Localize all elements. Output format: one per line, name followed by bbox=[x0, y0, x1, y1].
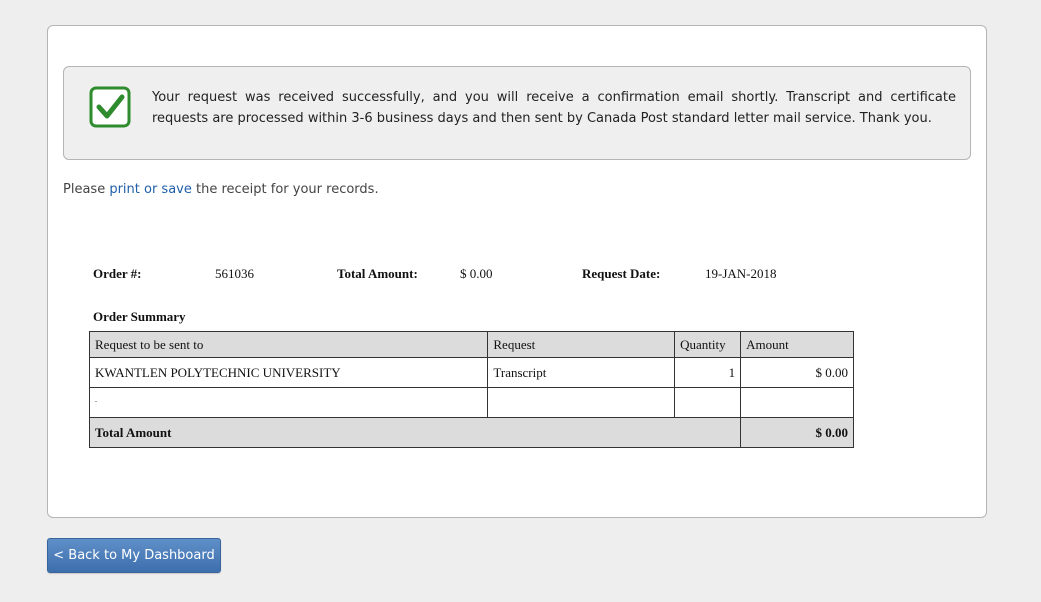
print-or-save-link[interactable]: print or save bbox=[109, 182, 192, 197]
receipt-note-suffix: the receipt for your records. bbox=[191, 182, 379, 197]
order-summary-title: Order Summary bbox=[93, 309, 186, 324]
success-alert bbox=[63, 66, 971, 160]
table-row bbox=[90, 388, 854, 418]
amount-cell bbox=[741, 388, 854, 418]
request-cell bbox=[488, 388, 675, 418]
column-header: Amount bbox=[741, 332, 854, 358]
back-to-dashboard-button[interactable]: < Back to My Dashboard bbox=[47, 538, 221, 573]
receipt-note bbox=[63, 182, 379, 197]
success-message: Your request was received successfully, and you will receive a confirmation email shortly. Transcript and certificate requests are processed within 3-6 business days and then sent by Canada Post standard letter mail service. Thank you. bbox=[152, 90, 956, 126]
table-row bbox=[90, 358, 854, 388]
table-header-row bbox=[90, 332, 854, 358]
total-amount-row-value: $ 0.00 bbox=[741, 418, 854, 448]
receipt-note-prefix: Please bbox=[63, 182, 110, 197]
total-amount-row-label: Total Amount bbox=[90, 418, 741, 448]
amount-cell: $ 0.00 bbox=[741, 358, 854, 388]
table-total-row bbox=[90, 418, 854, 448]
total-amount-value: $ 0.00 bbox=[460, 266, 493, 281]
confirmation-card bbox=[47, 25, 987, 518]
check-icon bbox=[89, 86, 131, 128]
quantity-cell bbox=[675, 388, 741, 418]
order-number-label: Order #: bbox=[93, 266, 142, 281]
quantity-cell: 1 bbox=[675, 358, 741, 388]
request-date-label: Request Date: bbox=[582, 266, 661, 281]
order-number-value: 561036 bbox=[215, 266, 254, 281]
column-header: Request bbox=[488, 332, 675, 358]
total-amount-label: Total Amount: bbox=[337, 266, 418, 281]
order-summary-table bbox=[89, 331, 854, 448]
request-cell: Transcript bbox=[488, 358, 675, 388]
column-header: Quantity bbox=[675, 332, 741, 358]
column-header: Request to be sent to bbox=[90, 332, 488, 358]
request-date-value: 19-JAN-2018 bbox=[705, 266, 777, 281]
recipient-cell: . bbox=[90, 388, 488, 418]
recipient-cell: KWANTLEN POLYTECHNIC UNIVERSITY bbox=[90, 358, 488, 388]
